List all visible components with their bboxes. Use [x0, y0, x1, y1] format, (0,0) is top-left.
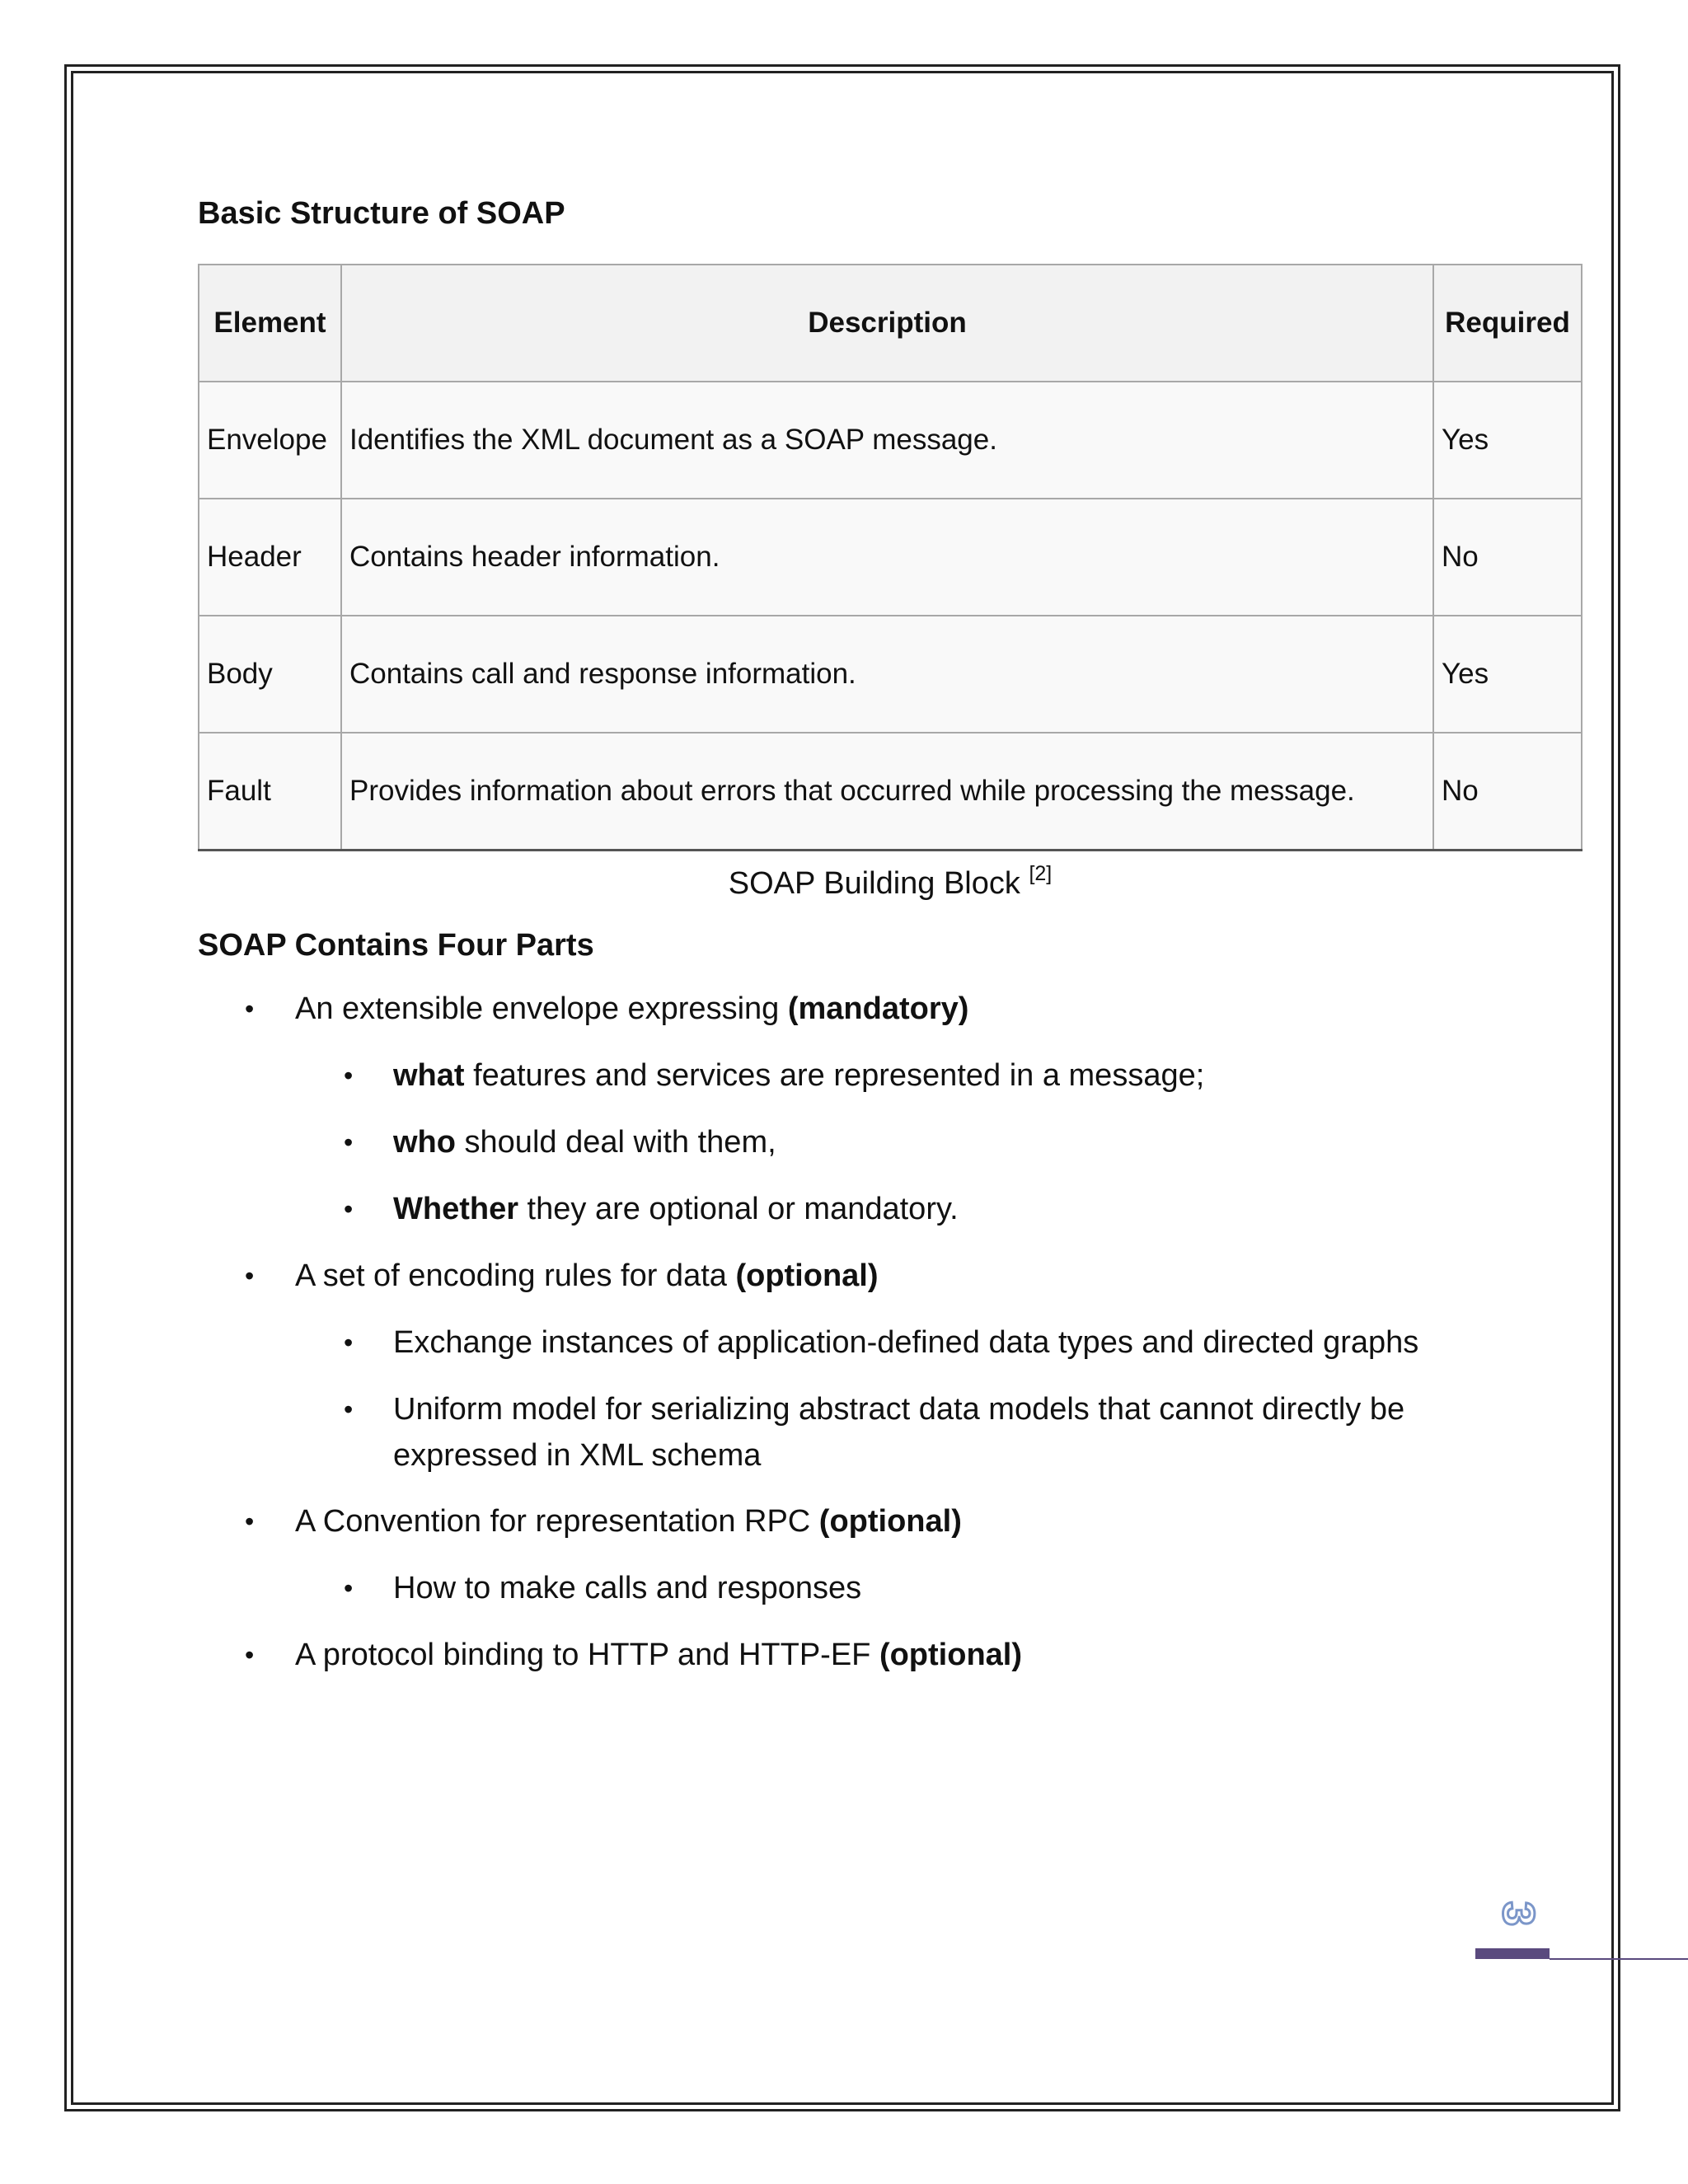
table-row	[199, 616, 1582, 733]
cell-required: No	[1433, 733, 1582, 850]
list-subitem-text: Uniform model for serializing abstract data models that cannot directly be expressed in XML schema	[393, 1392, 1405, 1473]
table-row	[199, 382, 1582, 499]
cell-description: Contains call and response information.	[341, 616, 1433, 733]
list-item-text: A Convention for representation RPC (optional)	[295, 1504, 962, 1539]
cell-element: Fault	[199, 733, 341, 850]
bullet-icon: •	[344, 1061, 354, 1090]
table-row	[199, 733, 1582, 850]
bullet-icon: •	[245, 994, 255, 1024]
list-item-text: A protocol binding to HTTP and HTTP-EF (optional)	[295, 1638, 1022, 1672]
list-subitem-text: Exchange instances of application-defined data types and directed graphs	[393, 1325, 1419, 1360]
page-number-rule	[1550, 1958, 1688, 1960]
bullet-icon: •	[245, 1507, 255, 1536]
list-subitem-text: who should deal with them,	[393, 1125, 776, 1160]
bullet-icon: •	[245, 1261, 255, 1291]
header-required: Required	[1433, 265, 1582, 382]
page-number-bar	[1475, 1948, 1550, 1959]
bullet-icon: •	[344, 1394, 354, 1424]
list-subitem-text: How to make calls and responses	[393, 1571, 862, 1605]
caption-text: SOAP Building Block	[728, 866, 1020, 901]
list-item-text: An extensible envelope expressing (mandatory)	[295, 991, 969, 1026]
section-title-four-parts: SOAP Contains Four Parts	[198, 928, 594, 963]
table-row	[199, 499, 1582, 616]
bullet-icon: •	[245, 1640, 255, 1670]
cell-required: No	[1433, 499, 1582, 616]
page-number	[1490, 1891, 1543, 1937]
list-subitem-text: what features and services are represented in a message;	[393, 1058, 1205, 1093]
cell-element: Envelope	[199, 382, 341, 499]
cell-description: Provides information about errors that occurred while processing the message.	[341, 733, 1433, 850]
bullet-icon: •	[344, 1127, 354, 1157]
bullet-icon: •	[344, 1194, 354, 1224]
list-subitem-text: Whether they are optional or mandatory.	[393, 1192, 959, 1226]
table-caption	[198, 862, 1582, 902]
cell-element: Body	[199, 616, 341, 733]
page-number-text: 3	[1493, 1900, 1543, 1927]
list-item-text: A set of encoding rules for data (optional)	[295, 1258, 879, 1293]
table-header-row	[199, 265, 1582, 382]
cell-description: Contains header information.	[341, 499, 1433, 616]
section-title-basic-structure: Basic Structure of SOAP	[198, 196, 565, 231]
header-description: Description	[341, 265, 1433, 382]
soap-elements-table	[198, 264, 1582, 851]
cell-element: Header	[199, 499, 341, 616]
cell-required: Yes	[1433, 382, 1582, 499]
caption-reference: [2]	[1029, 862, 1053, 885]
header-element: Element	[199, 265, 341, 382]
bullet-icon: •	[344, 1328, 354, 1357]
bullet-icon: •	[344, 1573, 354, 1603]
cell-required: Yes	[1433, 616, 1582, 733]
cell-description: Identifies the XML document as a SOAP message.	[341, 382, 1433, 499]
